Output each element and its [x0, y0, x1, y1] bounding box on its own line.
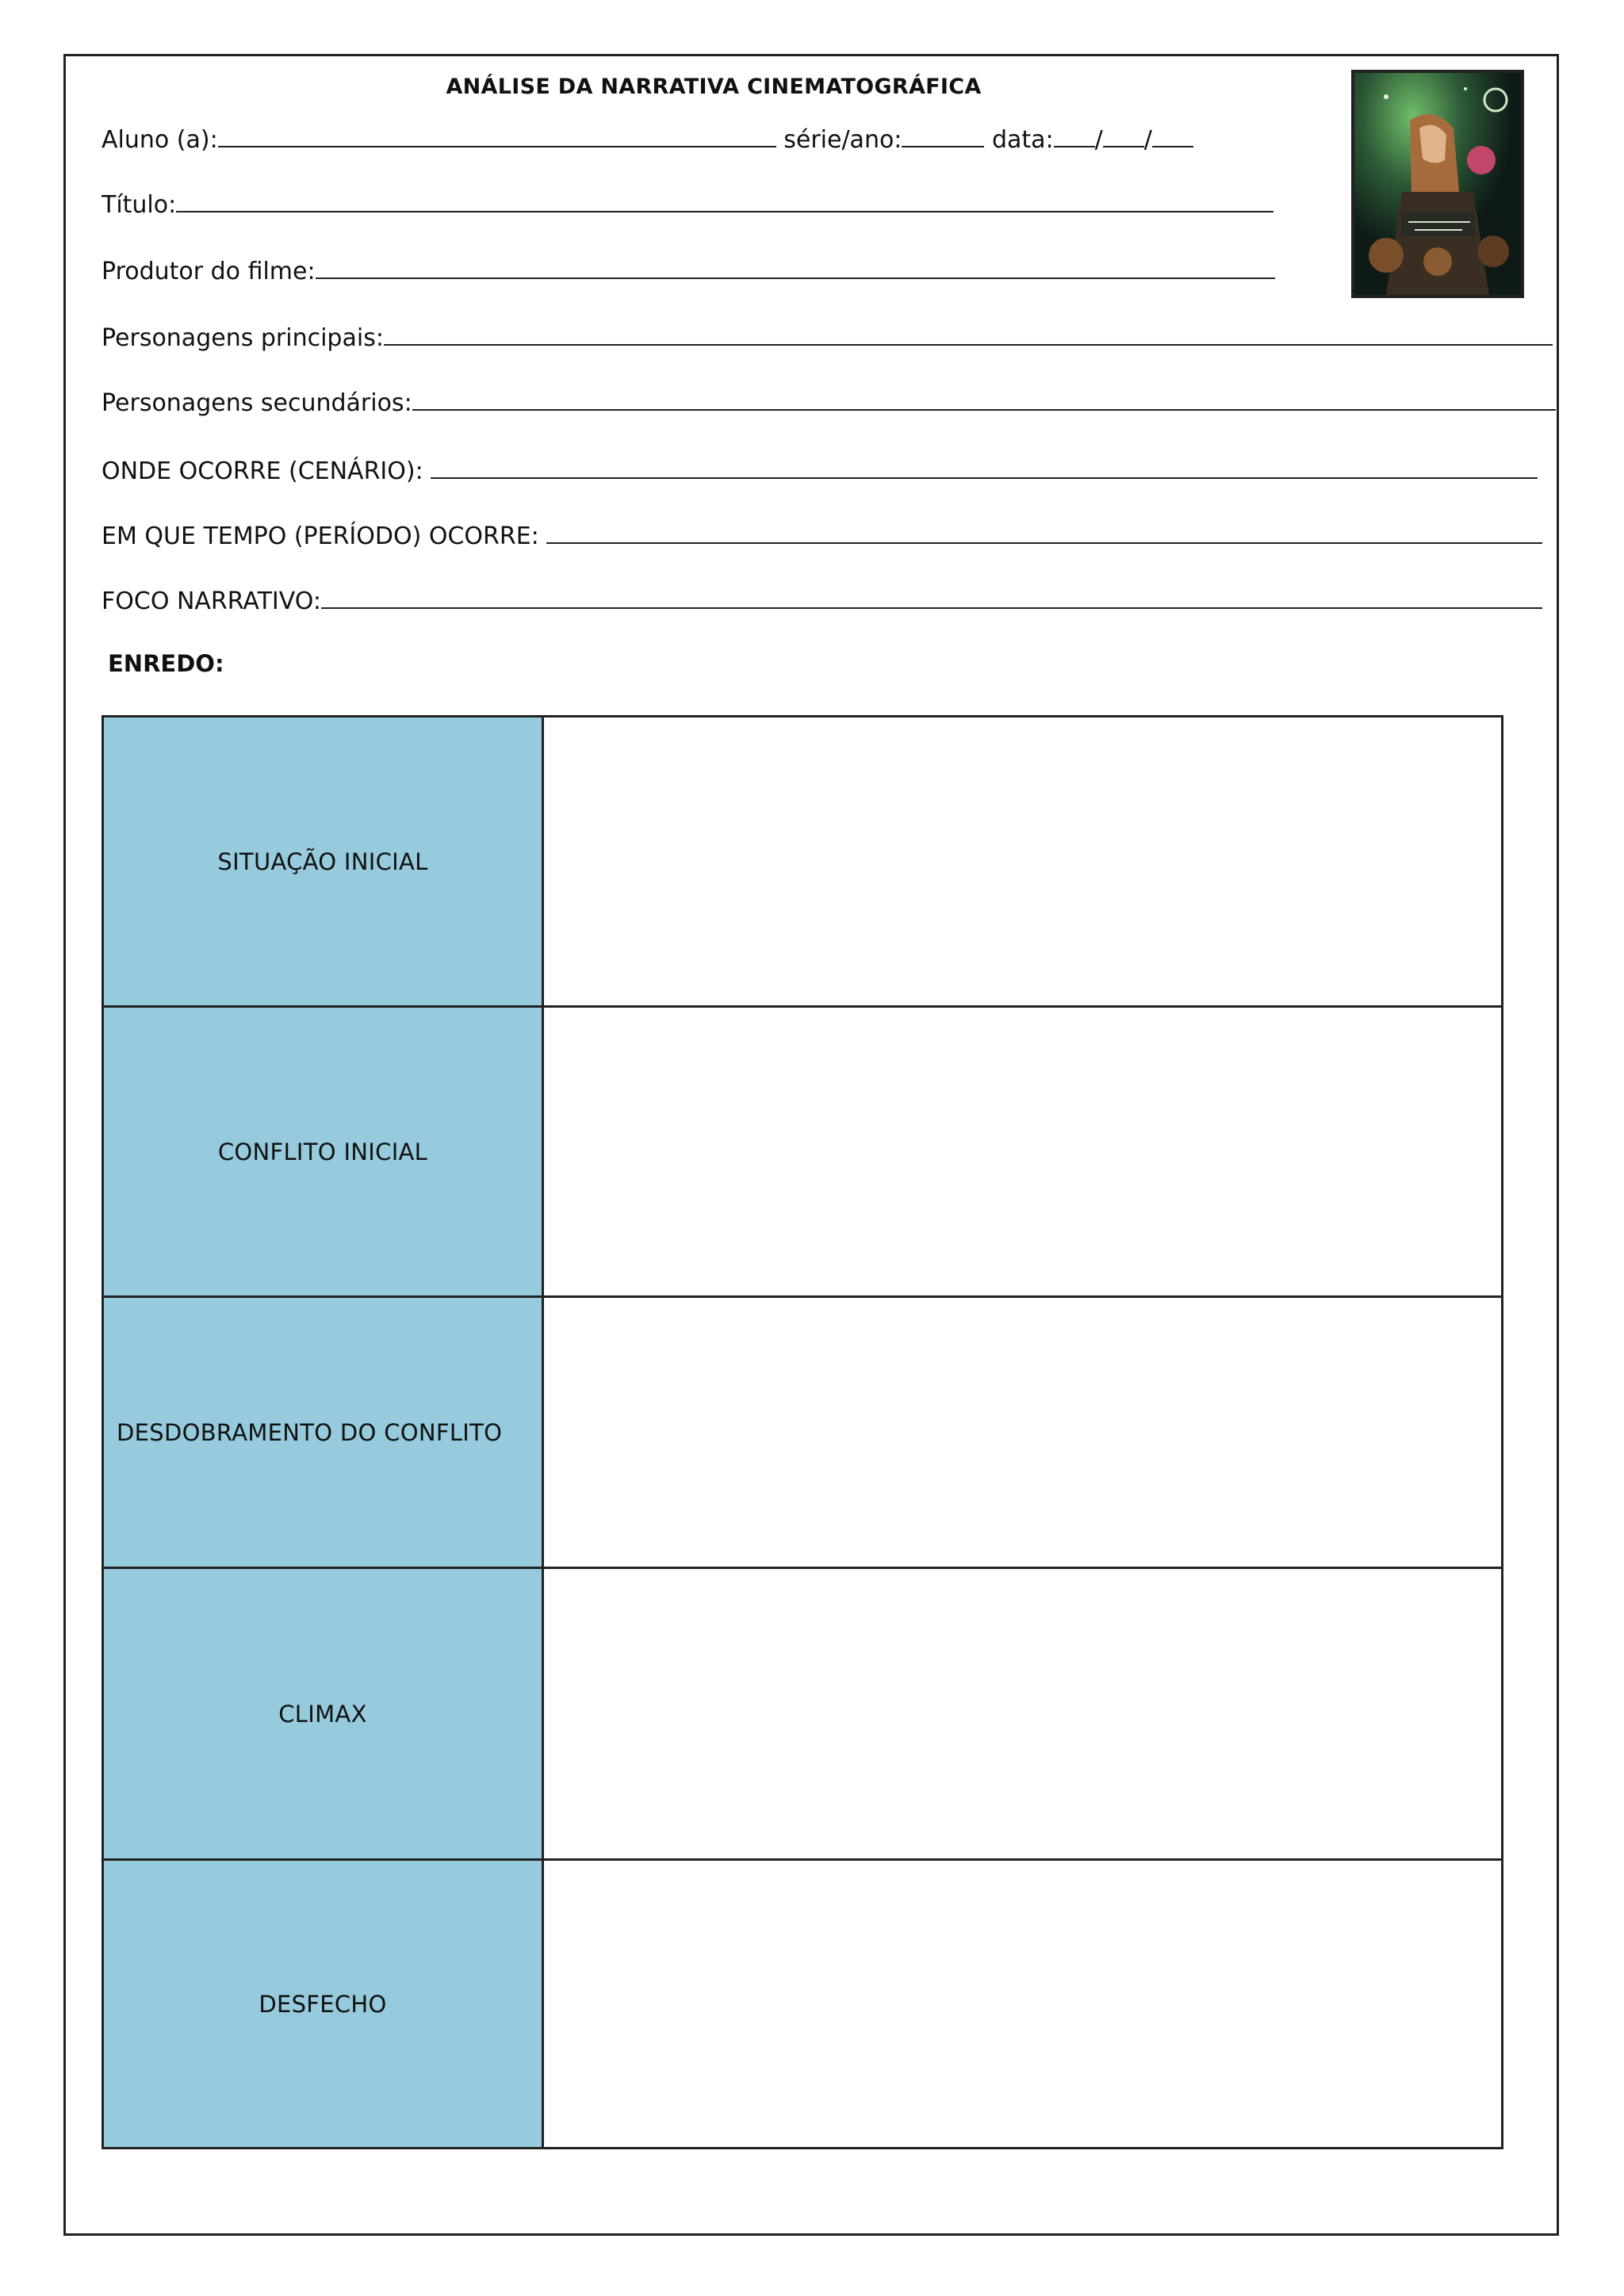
date-month-field[interactable] — [1103, 122, 1144, 147]
producer-row — [102, 254, 1275, 289]
main-characters-field[interactable] — [384, 320, 1553, 346]
date-separator: / — [1094, 126, 1103, 154]
narrative-focus-label: FOCO NARRATIVO: — [102, 587, 321, 615]
table-row — [103, 1860, 1503, 2149]
plot-heading: ENREDO: — [108, 650, 224, 677]
date-day-field[interactable] — [1054, 122, 1095, 147]
plot-stage-label: CONFLITO INICIAL — [103, 1007, 543, 1297]
table-row — [103, 1007, 1503, 1297]
plot-table — [102, 715, 1503, 2149]
student-label: Aluno (a): — [102, 126, 218, 154]
main-characters-label: Personagens principais: — [102, 324, 384, 352]
secondary-characters-row — [102, 385, 1556, 420]
producer-label: Produtor do filme: — [102, 258, 316, 285]
plot-stage-answer[interactable] — [543, 1568, 1503, 1860]
table-row — [103, 717, 1503, 1007]
grade-label: série/ano: — [783, 126, 902, 154]
grade-field[interactable] — [902, 122, 984, 147]
date-year-field[interactable] — [1152, 122, 1193, 147]
table-row — [103, 1297, 1503, 1568]
plot-stage-label: SITUAÇÃO INICIAL — [103, 717, 543, 1007]
film-title-label: Título: — [102, 191, 177, 219]
setting-label: ONDE OCORRE (CENÁRIO): — [102, 457, 423, 485]
time-row — [102, 519, 1542, 553]
movie-poster-image — [1351, 70, 1524, 298]
producer-field[interactable] — [316, 254, 1275, 279]
narrative-focus-field[interactable] — [321, 584, 1542, 609]
plot-stage-label: DESFECHO — [103, 1860, 543, 2149]
student-field[interactable] — [218, 122, 776, 147]
time-field[interactable] — [546, 519, 1542, 544]
plot-stage-answer[interactable] — [543, 1860, 1503, 2149]
plot-stage-label: CLIMAX — [103, 1568, 543, 1860]
secondary-characters-label: Personagens secundários: — [102, 389, 412, 417]
time-label: EM QUE TEMPO (PERÍODO) OCORRE: — [102, 522, 539, 550]
plot-stage-answer[interactable] — [543, 1007, 1503, 1297]
setting-row — [102, 453, 1538, 488]
secondary-characters-field[interactable] — [412, 385, 1556, 411]
title-row — [102, 187, 1274, 222]
plot-stage-label: DESDOBRAMENTO DO CONFLITO — [103, 1297, 543, 1568]
narrative-focus-row — [102, 584, 1542, 618]
page-title: ANÁLISE DA NARRATIVA CINEMATOGRÁFICA — [446, 75, 982, 99]
plot-stage-answer[interactable] — [543, 1297, 1503, 1568]
date-label: data: — [991, 126, 1054, 154]
student-row — [102, 122, 1193, 157]
table-row — [103, 1568, 1503, 1860]
plot-stage-answer[interactable] — [543, 717, 1503, 1007]
setting-field[interactable] — [431, 453, 1538, 479]
date-separator: / — [1143, 126, 1152, 154]
film-title-field[interactable] — [176, 187, 1274, 212]
main-characters-row — [102, 320, 1553, 355]
